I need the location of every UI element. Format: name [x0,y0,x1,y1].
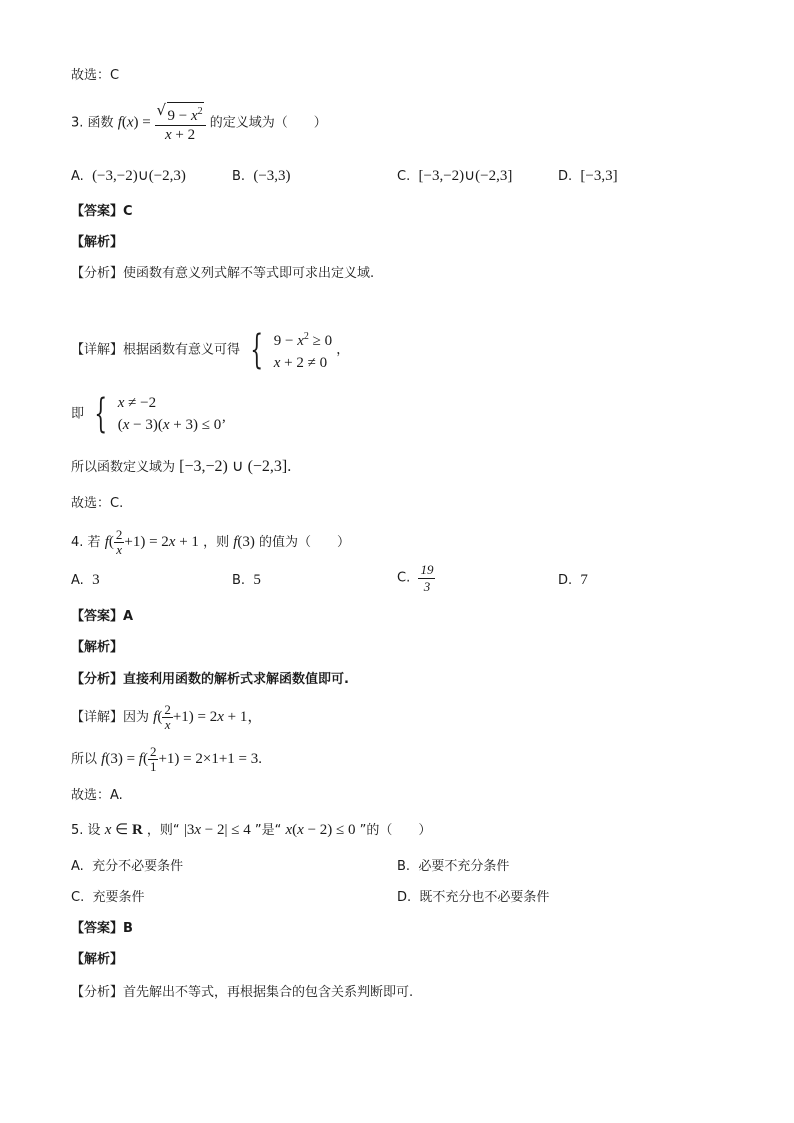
q4-jiexi-heading: 【解析】 [71,640,124,655]
q5-option-a: A. 充分不必要条件 [71,859,184,874]
q4-option-a: A. 3 [71,572,100,588]
question-3: 3. 函数 f(x) = √ $\frac{9 - x^2}{x + 2}$ 的定义域为（ ） [71,102,327,144]
q3-option-d: D. [−3,3] [558,168,618,184]
q3-detail: 【详解】根据函数有意义可得 { $9 - x^2 \ge 0$ x + 2 ≠ 0 ， [71,327,350,373]
q3-option-a: A. (−3,−2)∪(−2,3) [71,168,186,184]
q3-analysis: 【分析】使函数有意义列式解不等式即可求出定义域. [71,266,375,281]
q4-detail-text: 【详解】因为 [71,710,150,725]
q4-option-c: C. $\frac{19}{3}$ [397,562,434,594]
q3-derivation: 即 { x ≠ −2 (x − 3)(x + 3) ≤ 0’ [71,391,227,437]
q3-conditions: $9 - x^2 \ge 0$ x + 2 ≠ 0 [273,331,333,371]
q4-answer: 【答案】A [71,609,134,624]
q3-derivation-label: 即 [71,406,85,422]
q4-analysis: 【分析】直接利用函数的解析式求解函数值即可. [71,672,349,687]
q3-option-c: C. [−3,−2)∪(−2,3] [397,168,513,184]
q4-mid: ，则 [203,535,230,550]
q5-prefix: 5. 设 [71,823,101,838]
q5-mid1: ，则“ [146,823,180,838]
q3-detail-text: 【详解】根据函数有意义可得 [71,342,241,358]
q3-prefix: 3. 函数 [71,115,114,131]
q4-option-b: B. 5 [232,572,261,588]
q4-detail: 【详解】因为 f( $\frac{2}{x}$ +1) = 2x + 1， [71,702,263,732]
q4-option-d: D. 7 [558,572,588,588]
q5-jiexi-heading: 【解析】 [71,952,124,967]
answer-line-prev: 故选：C [71,68,120,83]
q3-option-b: B. (−3,3) [232,168,291,184]
q4-conclusion-text: 所以 [71,752,98,767]
question-5: 5. 设 x ∈ R ，则“ |3x − 2| ≤ 4 ”是“ x(x − 2) ≤ 0 ”的（ ） [71,822,432,838]
q3-choice: 故选：C. [71,496,124,511]
q5-option-d: D. 既不充分也不必要条件 [397,890,550,905]
q5-option-b: B. 必要不充分条件 [397,859,510,874]
q5-analysis: 【分析】首先解出不等式，再根据集合的包含关系判断即可. [71,985,414,1000]
q5-option-c: C. 充要条件 [71,890,145,905]
q4-choice: 故选：A. [71,788,123,803]
question-4: 4. 若 f( $\frac{2}{x}$ +1) = 2x + 1 ，则 f(3) 的值为（ ） [71,527,351,557]
q4-prefix: 4. 若 [71,535,101,550]
q5-answer: 【答案】B [71,921,133,936]
q3-answer: 【答案】C [71,204,133,219]
q3-derivation-cases: x ≠ −2 (x − 3)(x + 3) ≤ 0’ [117,395,227,433]
q3-fraction: √ $\frac{9 - x^2}{x + 2}$ [155,102,206,144]
q3-suffix: 的定义域为（ ） [209,115,327,131]
q5-suffix: ”的（ ） [359,823,432,838]
q3-jiexi-heading: 【解析】 [71,235,124,250]
q3-conclusion-text: 所以函数定义域为 [71,460,176,475]
q4-conclusion: 所以 f(3) = f( $\frac{2}{1}$ +1) = 2×1+1 = 3. [71,744,262,774]
q3-conclusion: 所以函数定义域为 [−3,−2) ∪ (−2,3]. [71,458,292,475]
q4-suffix: 的值为（ ） [259,535,351,550]
q5-mid2: ”是“ [254,823,282,838]
